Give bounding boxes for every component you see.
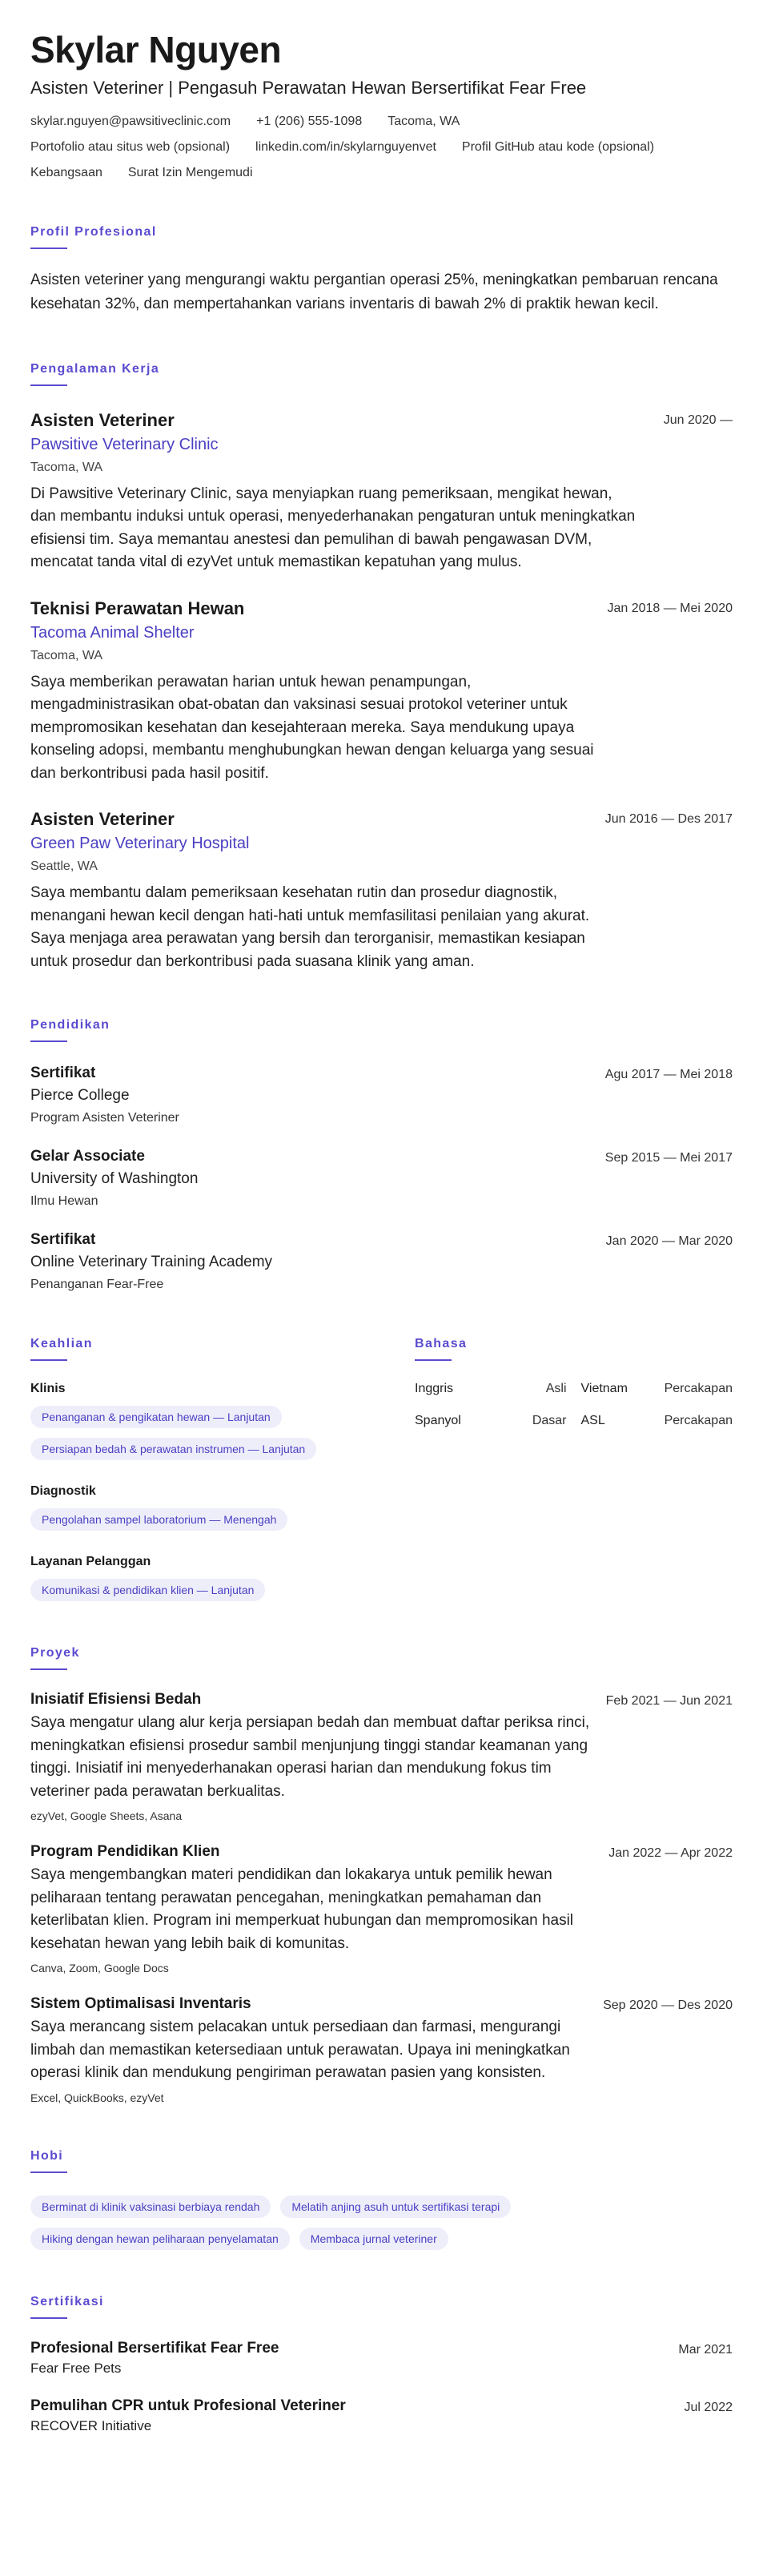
candidate-headline: Asisten Veteriner | Pengasuh Perawatan Hewan Bersertifikat Fear Free bbox=[30, 77, 587, 98]
language-name: Spanyol bbox=[415, 1414, 461, 1428]
section-divider bbox=[30, 384, 67, 386]
hobby-tag: Melatih anjing asuh untuk sertifikasi terapi bbox=[280, 2196, 511, 2218]
education-entry bbox=[30, 1065, 733, 1125]
section-title: Hobi bbox=[30, 2148, 64, 2163]
contact-location: Tacoma, WA bbox=[388, 114, 460, 128]
contact-github[interactable]: Profil GitHub atau kode (opsional) bbox=[461, 139, 655, 154]
experience-entry bbox=[30, 410, 733, 574]
job-dates: Jan 2018 — Mei 2020 bbox=[607, 601, 733, 615]
contact-license: Surat Izin Mengemudi bbox=[127, 165, 253, 179]
project-name: Program Pendidikan Klien bbox=[30, 1843, 220, 1861]
project-dates: Jan 2022 — Apr 2022 bbox=[608, 1846, 733, 1861]
project-name: Inisiatif Efisiensi Bedah bbox=[30, 1691, 202, 1709]
project-dates: Sep 2020 — Des 2020 bbox=[603, 1998, 733, 2013]
education-entry bbox=[30, 1231, 733, 1292]
language-level: Percakapan bbox=[664, 1414, 733, 1428]
education-entry bbox=[30, 1148, 733, 1209]
job-location: Tacoma, WA bbox=[30, 648, 103, 662]
experience-section bbox=[30, 362, 733, 974]
section-title: Pengalaman Kerja bbox=[30, 361, 160, 376]
skill-tag: Persiapan bedah & perawatan instrumen — Lanjutan bbox=[30, 1438, 316, 1460]
section-divider bbox=[30, 2317, 67, 2319]
project-dates: Feb 2021 — Jun 2021 bbox=[605, 1694, 733, 1709]
education-section bbox=[30, 1018, 733, 1292]
contact-row-extra bbox=[30, 166, 733, 180]
study-field: Program Asisten Veteriner bbox=[30, 1111, 179, 1125]
language-item bbox=[581, 1414, 733, 1428]
certification-date: Jul 2022 bbox=[684, 2400, 733, 2414]
certification-name: Profesional Bersertifikat Fear Free bbox=[30, 2339, 279, 2357]
section-divider bbox=[30, 1668, 67, 1670]
skill-group-name: Klinis bbox=[30, 1382, 66, 1396]
education-dates: Sep 2015 — Mei 2017 bbox=[604, 1151, 733, 1165]
language-item bbox=[581, 1382, 733, 1396]
section-title: Keahlian bbox=[30, 1337, 93, 1351]
contact-phone[interactable]: +1 (206) 555-1098 bbox=[256, 114, 363, 128]
certification-date: Mar 2021 bbox=[678, 2342, 733, 2357]
skill-group bbox=[30, 1382, 383, 1460]
project-entry bbox=[30, 1691, 733, 1822]
skill-tag: Penanganan & pengikatan hewan — Lanjutan bbox=[30, 1406, 282, 1428]
skill-group bbox=[30, 1555, 383, 1601]
language-level: Asli bbox=[545, 1382, 567, 1396]
project-tools: Excel, QuickBooks, ezyVet bbox=[30, 2091, 164, 2104]
skills-section bbox=[30, 1337, 383, 1601]
employer-name: Green Paw Veterinary Hospital bbox=[30, 835, 250, 853]
school-name: Online Veterinary Training Academy bbox=[30, 1254, 273, 1271]
section-title: Proyek bbox=[30, 1646, 80, 1660]
profile-summary: Asisten veteriner yang mengurangi waktu pergantian operasi 25%, meningkatkan pembaruan rencana kesehatan 32%, dan mempertahankan varians inventaris di bawah 2% di praktik hewan kecil. bbox=[30, 271, 718, 313]
project-tools: Canva, Zoom, Google Docs bbox=[30, 1962, 169, 1975]
project-tools: ezyVet, Google Sheets, Asana bbox=[30, 1809, 183, 1823]
project-description: Saya mengatur ulang alur kerja persiapan bedah dan membuat daftar periksa rinci, meningkatkan efisiensi prosedur sambil menjunjung tinggi standar keamanan yang tinggi. Inisiatif ini menyederhanakan operasi harian dan mendukung fokus tim veteriner pada perawatan berkualitas. bbox=[30, 1714, 590, 1800]
education-dates: Jan 2020 — Mar 2020 bbox=[605, 1234, 733, 1249]
section-title: Profil Profesional bbox=[30, 224, 157, 239]
education-dates: Agu 2017 — Mei 2018 bbox=[604, 1068, 733, 1082]
degree-title: Gelar Associate bbox=[30, 1148, 145, 1165]
language-name: Vietnam bbox=[580, 1382, 628, 1396]
section-divider bbox=[30, 248, 67, 249]
job-location: Seattle, WA bbox=[30, 859, 98, 874]
section-divider bbox=[30, 1359, 67, 1361]
study-field: Penanganan Fear-Free bbox=[30, 1278, 164, 1292]
school-name: Pierce College bbox=[30, 1087, 130, 1105]
projects-section bbox=[30, 1646, 733, 2104]
certification-entry bbox=[30, 2397, 733, 2434]
degree-title: Sertifikat bbox=[30, 1065, 96, 1082]
section-title: Pendidikan bbox=[30, 1018, 110, 1032]
contact-row-primary bbox=[30, 115, 733, 129]
job-description: Saya membantu dalam pemeriksaan kesehatan rutin dan prosedur diagnostik, menangani hewan kecil dengan hati-hati untuk memfasilitasi penilaian yang akurat. Saya menjaga area perawatan yang bersih dan terorganisir, memastikan kesiapan untuk prosedur dan berkontribusi pada suasana klinik yang aman. bbox=[30, 884, 590, 970]
contact-portfolio[interactable]: Portofolio atau situs web (opsional) bbox=[30, 139, 231, 154]
experience-entry bbox=[30, 598, 733, 786]
certification-issuer: RECOVER Initiative bbox=[30, 2417, 152, 2433]
language-item bbox=[415, 1414, 567, 1428]
language-level: Dasar bbox=[532, 1414, 567, 1428]
language-item bbox=[415, 1382, 567, 1396]
project-description: Saya mengembangkan materi pendidikan dan lokakarya untuk pemilik hewan peliharaan tentang perawatan pencegahan, meningkatkan pemahaman dan keterlibatan klien. Program ini memperkuat hubungan dan mempromosikan hasil kesehatan hewan yang lebih baik di komunitas. bbox=[30, 1866, 574, 1952]
employer-name: Tacoma Animal Shelter bbox=[30, 623, 195, 642]
job-title: Asisten Veteriner bbox=[30, 409, 175, 430]
skill-group bbox=[30, 1484, 383, 1531]
contact-row-links bbox=[30, 140, 733, 155]
job-location: Tacoma, WA bbox=[30, 460, 103, 474]
certification-issuer: Fear Free Pets bbox=[30, 2360, 122, 2376]
language-level: Percakapan bbox=[664, 1382, 733, 1396]
candidate-name: Skylar Nguyen bbox=[30, 29, 282, 70]
languages-section bbox=[415, 1337, 733, 1601]
language-name: Inggris bbox=[415, 1382, 454, 1396]
experience-entry bbox=[30, 809, 733, 973]
job-dates: Jun 2016 — Des 2017 bbox=[604, 812, 733, 827]
hobby-tag: Berminat di klinik vaksinasi berbiaya rendah bbox=[30, 2196, 271, 2218]
job-dates: Jun 2020 — bbox=[663, 413, 733, 427]
section-divider bbox=[30, 2171, 67, 2173]
skill-tag: Komunikasi & pendidikan klien — Lanjutan bbox=[30, 1579, 265, 1601]
project-entry bbox=[30, 1995, 733, 2104]
hobby-tag: Hiking dengan hewan peliharaan penyelamatan bbox=[30, 2228, 290, 2250]
contact-email[interactable]: skylar.nguyen@pawsitiveclinic.com bbox=[30, 114, 231, 128]
section-title: Sertifikasi bbox=[30, 2294, 104, 2308]
resume-header bbox=[30, 29, 733, 180]
job-description: Di Pawsitive Veterinary Clinic, saya menyiapkan ruang pemeriksaan, mengikat hewan, dan membantu induksi untuk operasi, menyederhanakan pengaturan untuk meningkatkan efisiensi tim. Saya memantau anestesi dan pemulihan di bawah pengawasan DVM, mencatat tanda vital di ezyVet untuk memastikan kepatuhan yang mulus. bbox=[30, 485, 636, 571]
job-title: Asisten Veteriner bbox=[30, 809, 175, 830]
school-name: University of Washington bbox=[30, 1170, 199, 1188]
section-divider bbox=[415, 1359, 452, 1361]
section-divider bbox=[30, 1040, 67, 1042]
hobby-tag: Membaca jurnal veteriner bbox=[299, 2228, 448, 2250]
project-description: Saya merancang sistem pelacakan untuk persediaan dan farmasi, mengurangi limbah dan memastikan ketersediaan untuk perawatan. Upaya ini meningkatkan operasi klinik dan mendukung pengiriman perawatan pasien yang konsisten. bbox=[30, 2019, 570, 2082]
certification-name: Pemulihan CPR untuk Profesional Veteriner bbox=[30, 2397, 346, 2414]
skill-tag: Pengolahan sampel laboratorium — Menengah bbox=[30, 1508, 287, 1531]
contact-citizenship: Kebangsaan bbox=[30, 165, 102, 179]
project-name: Sistem Optimalisasi Inventaris bbox=[30, 1995, 251, 2013]
project-entry bbox=[30, 1843, 733, 1974]
certifications-section bbox=[30, 2295, 733, 2434]
degree-title: Sertifikat bbox=[30, 1231, 96, 1249]
language-name: ASL bbox=[580, 1414, 605, 1428]
certification-entry bbox=[30, 2340, 733, 2377]
hobbies-section bbox=[30, 2149, 733, 2250]
skill-group-name: Diagnostik bbox=[30, 1484, 96, 1499]
employer-name: Pawsitive Veterinary Clinic bbox=[30, 435, 219, 453]
section-title: Bahasa bbox=[415, 1337, 468, 1351]
job-title: Teknisi Perawatan Hewan bbox=[30, 598, 245, 618]
job-description: Saya memberikan perawatan harian untuk hewan penampungan, mengadministrasikan obat-obatan dan vaksinasi sesuai protokol veteriner untuk mempromosikan kesehatan dan kesejahteraan mereka. Saya mendukung upaya konseling adopsi, membantu menghubungkan hewan dengan keluarga yang sesuai dan berkontribusi pada hasil positif. bbox=[30, 673, 594, 782]
skill-group-name: Layanan Pelanggan bbox=[30, 1555, 151, 1569]
profile-section bbox=[30, 225, 733, 317]
study-field: Ilmu Hewan bbox=[30, 1194, 98, 1209]
contact-linkedin[interactable]: linkedin.com/in/skylarnguyenvet bbox=[255, 139, 436, 154]
skills-languages-row bbox=[30, 1337, 733, 1601]
